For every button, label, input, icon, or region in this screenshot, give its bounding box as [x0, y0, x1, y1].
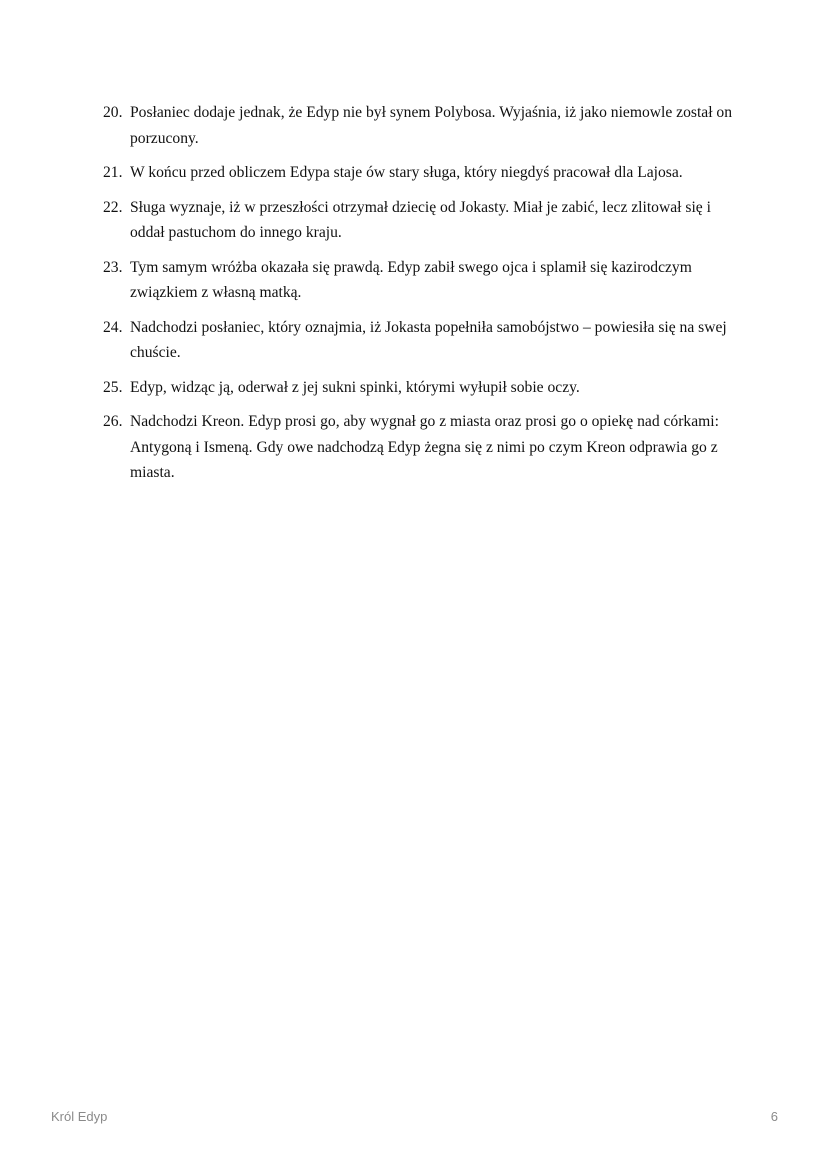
list-item: [103, 100, 743, 151]
list-item-text: Nadchodzi posłaniec, który oznajmia, iż Jokasta popełniła samobójstwo – powiesiła się na swej chuście.: [130, 318, 727, 361]
list-item-number: 23.: [103, 258, 123, 276]
list-item-text: Edyp, widząc ją, oderwał z jej sukni spinki, którymi wyłupił sobie oczy.: [130, 378, 580, 396]
list-item: [103, 195, 743, 246]
list-item-text: Posłaniec dodaje jednak, że Edyp nie był synem Polybosa. Wyjaśnia, iż jako niemowle został on porzucony.: [130, 104, 733, 147]
list-item-number: 22.: [103, 198, 123, 216]
list-item-number: 24.: [103, 318, 123, 336]
page-number: 6: [770, 1109, 778, 1124]
list-item: [103, 255, 743, 306]
numbered-list: [103, 100, 743, 495]
list-item-number: 20.: [103, 104, 123, 121]
list-item-text: Tym samym wróżba okazała się prawdą. Edyp zabił swego ojca i splamił się kazirodczym związkiem z własną matką.: [130, 258, 692, 301]
list-item: [103, 315, 743, 366]
list-item-number: 26.: [103, 413, 123, 430]
list-item: [103, 375, 743, 401]
list-item-text: Sługa wyznaje, iż w przeszłości otrzymał dziecię od Jokasty. Miał je zabić, lecz zlitował się i oddał pastuchom do innego kraju.: [130, 198, 711, 241]
list-item: [103, 160, 743, 186]
list-item: [103, 409, 743, 486]
list-item-text: Nadchodzi Kreon. Edyp prosi go, aby wygnał go z miasta oraz prosi go o opiekę nad córkami: Antygoną i Ismeną. Gdy owe nadchodzą Edyp żegna się z nimi po czym Kreon odprawia go z miasta.: [130, 413, 719, 481]
list-item-text: W końcu przed obliczem Edypa staje ów stary sługa, który niegdyś pracował dla Lajosa.: [130, 164, 683, 181]
list-item-number: 21.: [103, 164, 123, 181]
list-item-number: 25.: [103, 378, 123, 396]
footer-title: Król Edyp: [51, 1109, 108, 1124]
